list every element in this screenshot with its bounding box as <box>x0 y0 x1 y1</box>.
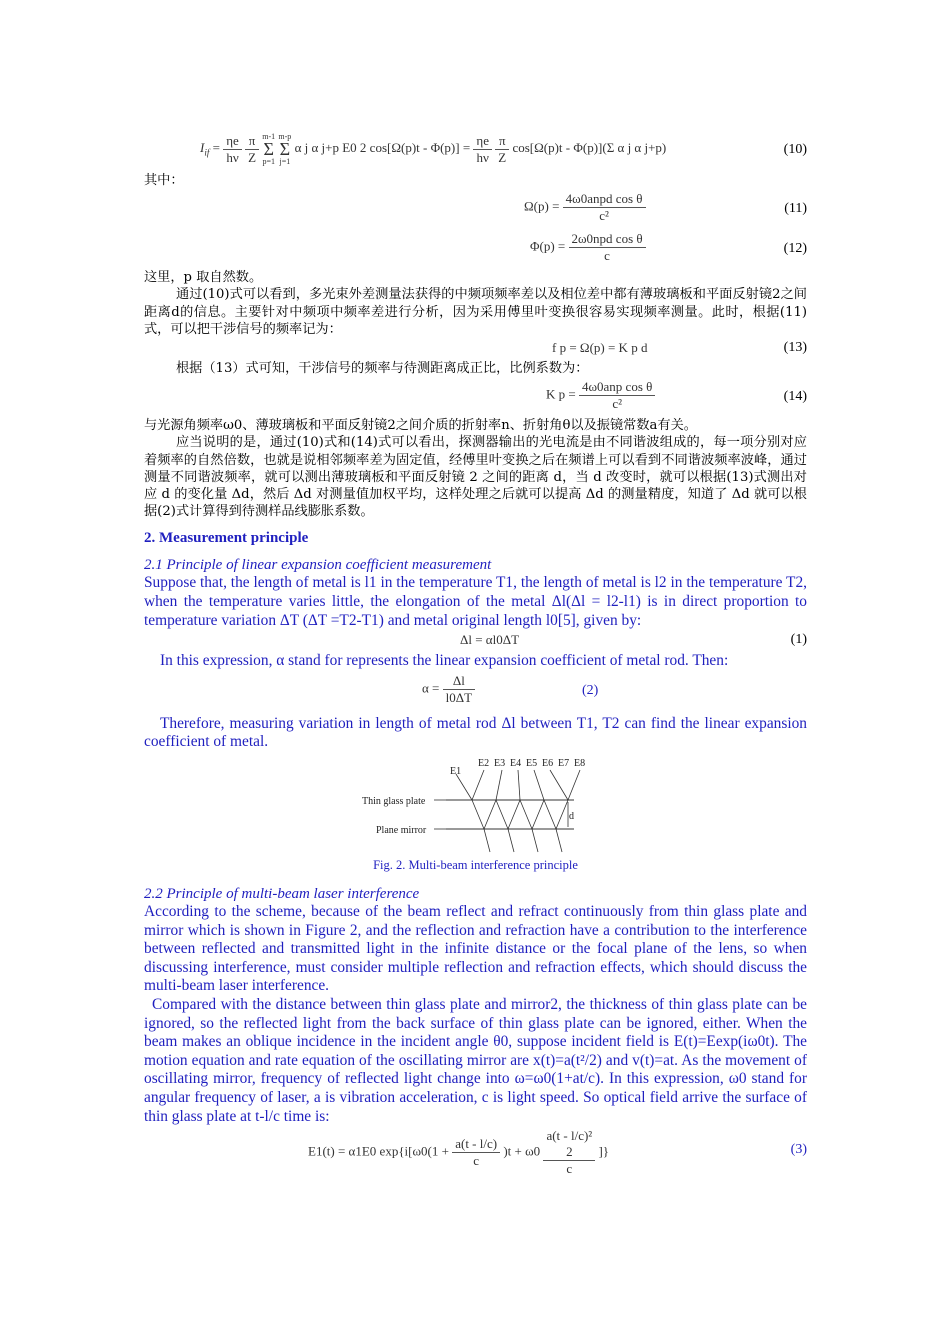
label-thin-glass-plate: Thin glass plate <box>362 796 426 807</box>
eq2-number: (2) <box>582 682 599 698</box>
para-compared: Compared with the distance between thin glass plate and mirror2, the thickness of thin glass plate can be ignored, so the reflected light from the back surface of thin glass plate can be ignored, either. When the beam makes an oblique incidence in the incident angle θ0, suppose incident field is E(t)=Eexp(iω0t). The motion equation and rate equation of the oscillating mirror are x(t)=a(t²/2) and v(t)=at. As the movement of oscillating mirror, frequency of reflected light change into ω=ω0(1+at/c). In this expression, ω0 stand for angular frequency of laser, a is vibration acceleration, c is light speed. So optical field arrive the surface of thin glass plate at t-l/c time is: <box>144 995 807 1125</box>
beam-label-e4: E4 <box>510 758 522 769</box>
para-suppose: Suppose that, the length of metal is l1 in the temperature T1, the length of metal is l2 in the temperature T2, when the temperature varies little, the elongation of the metal Δl(Δl = l2-l1) is in direct proportion to temperature variation ΔT (ΔT =T2-T1) and metal original length l0[5], given by: <box>144 574 807 629</box>
interference-diagram <box>144 756 807 856</box>
beam-label-e6: E6 <box>542 758 554 769</box>
eq10-mid: α j α j+p E0 2 cos[Ω(p)t - Φ(p)] = <box>294 139 471 155</box>
beam-label-e5: E5 <box>526 758 538 769</box>
section-2-title: 2. Measurement principle <box>144 530 309 547</box>
eq12-num: 2ω0npd cos θ <box>569 231 646 248</box>
eq13-number: (13) <box>783 340 807 356</box>
equation-14 <box>144 377 807 417</box>
eq12-number: (12) <box>783 241 807 257</box>
eq3-f2-num-bot: 2 <box>543 1144 595 1161</box>
eq10-f1-den: hν <box>226 149 239 165</box>
beam-label-e2: E2 <box>478 758 490 769</box>
eq10-sum1-bot: p=1 <box>262 157 275 166</box>
equation-12 <box>144 229 807 269</box>
para-inthis: In this expression, α stand for represents the linear expansion coefficient of metal rod. Then: <box>160 652 729 670</box>
eq3-f1-den: c <box>473 1153 480 1169</box>
eq10-sum2-bot: j=1 <box>279 157 291 166</box>
para-therefore: Therefore, measuring variation in length of metal rod Δl between T1, T2 can find the linear expansion coefficient of metal. <box>144 714 807 751</box>
eq1-number: (1) <box>790 632 807 648</box>
para-yu: 与光源角频率ω0、薄玻璃板和平面反射镜2之间介质的折射率n、折射角θ以及振镜常数a有关。 <box>144 418 697 434</box>
eq11-den: c² <box>599 208 609 224</box>
eq12-lhs: Φ(p) = <box>530 238 566 254</box>
eq10-lhs-sub: if <box>204 147 210 158</box>
eq10-f2-den: Z <box>248 149 257 165</box>
section-2-1-title: 2.1 Principle of linear expansion coefficient measurement <box>144 557 492 574</box>
figure-2-caption: Fig. 2. Multi-beam interference principle <box>373 858 578 872</box>
para-according: According to the scheme, because of the beam reflect and refract continuously from thin glass plate and mirror which is shown in Figure 2, and the reflection and refraction have a contribution to the interference between reflected and transmitted light in the infinite distance or the focal plane of the lens, so when discussing interference, must consider multiple reflection and refraction effects, which should discuss the multi-beam laser interference. <box>144 903 807 995</box>
eq14-num: 4ω0anp cos θ <box>579 379 655 396</box>
equation-1 <box>144 630 807 652</box>
eq3-tail: ]} <box>598 1143 610 1159</box>
label-qizhong: 其中： <box>144 173 184 188</box>
eq10-f2-num: π <box>245 133 259 150</box>
eq10-f1-num: ηe <box>223 133 242 150</box>
eq11-lhs: Ω(p) = <box>524 198 560 214</box>
para-zheli: 这里，p 取自然数。 <box>144 270 263 286</box>
para-genju: 根据（13）式可知，干涉信号的频率与待测距离成正比，比例系数为： <box>176 361 589 377</box>
eq3-mid: )t + ω0 <box>503 1143 541 1159</box>
beam-label-e8: E8 <box>574 758 586 769</box>
eq14-lhs: K p = <box>546 386 576 402</box>
eq13-text: f p = Ω(p) = K p d <box>552 340 648 356</box>
eq10-number: (10) <box>783 142 807 157</box>
page-content <box>144 120 807 1188</box>
equation-13 <box>144 338 807 360</box>
eq3-f1-num: a(t - l/c) <box>452 1136 500 1153</box>
eq3-f2-num-top: a(t - l/c)² <box>546 1128 593 1144</box>
eq1-text: Δl = αl0ΔT <box>460 632 520 648</box>
beam-label-e3: E3 <box>494 758 506 769</box>
equation-10: $I_{if}$ = $\frac{\eta e}{h\nu}$ $\frac{\pi}{Z}$ m-1 Σ p=1 m-p Σ j=1 α j α j+p E0 2 cos[Ω(p)t - Φ(p)] = $\frac{\eta e}{h\nu}$ $\frac{\pi}{Z}$ cos[Ω(p)t - Φ(p)](Σ α j α j+p) (10) <box>200 132 807 166</box>
para-tongguo: 通过(10)式可以看到，多光束外差测量法获得的中频项频率差以及相位差中都有薄玻璃板和平面反射镜2之间距离d的信息。主要针对中频项中频率差进行分析，因为采用傅里叶变换很容易实现频率测量。此时，根据(11)式，可以把干涉信号的频率记为： <box>144 287 807 337</box>
beam-label-e1: E1 <box>450 766 462 777</box>
eq14-number: (14) <box>783 389 807 405</box>
figure-2 <box>144 756 807 876</box>
label-d: d <box>569 811 574 822</box>
eq3-number: (3) <box>790 1142 807 1158</box>
equation-3 <box>144 1126 807 1188</box>
equation-11 <box>144 189 807 229</box>
eq11-number: (11) <box>784 201 807 217</box>
eq2-lhs: α = <box>422 680 440 696</box>
section-2-2-title: 2.2 Principle of multi-beam laser interference <box>144 886 420 902</box>
eq12-den: c <box>604 248 610 264</box>
para-yingdang: 应当说明的是，通过(10)式和(14)式可以看出，探测器输出的光电流是由不同谐波组成的，每一项分别对应着频率的自然倍数，也就是说相邻频率差为固定值，经傅里叶变换之后在频谱上可以看到不同谐波频率波峰，通过测量不同谐波频率，就可以测出薄玻璃板和平面反射镜 2 之间的距离 d，当 d 改变时，就可以根据(13)式测出对应 d 的变化量 Δd，然后 Δd 对测量值加权平均，这样处理之后就可以提高 Δd 的测量精度，知道了 Δd 就可以根据(2)式计算得到待测样品线膨胀系数。 <box>144 435 807 520</box>
equation-2 <box>144 671 807 711</box>
eq10-tail: cos[Ω(p)t - Φ(p)](Σ α j α j+p) <box>512 139 667 155</box>
eq10-sum2-top: m-p <box>278 132 292 141</box>
eq2-num: Δl <box>443 673 475 690</box>
beam-label-e7: E7 <box>558 758 570 769</box>
label-plane-mirror: Plane mirror <box>376 825 427 836</box>
eq2-den: l0ΔT <box>445 689 473 705</box>
eq10-sum1-top: m-1 <box>262 132 276 141</box>
eq3-lhs: E1(t) = α1E0 exp{i[ω0(1 + <box>308 1143 449 1159</box>
eq14-den: c² <box>612 396 623 412</box>
eq3-f2-den: c <box>566 1161 573 1177</box>
eq11-num: 4ω0anpd cos θ <box>563 191 646 208</box>
eq10-lhs: I <box>200 139 205 155</box>
